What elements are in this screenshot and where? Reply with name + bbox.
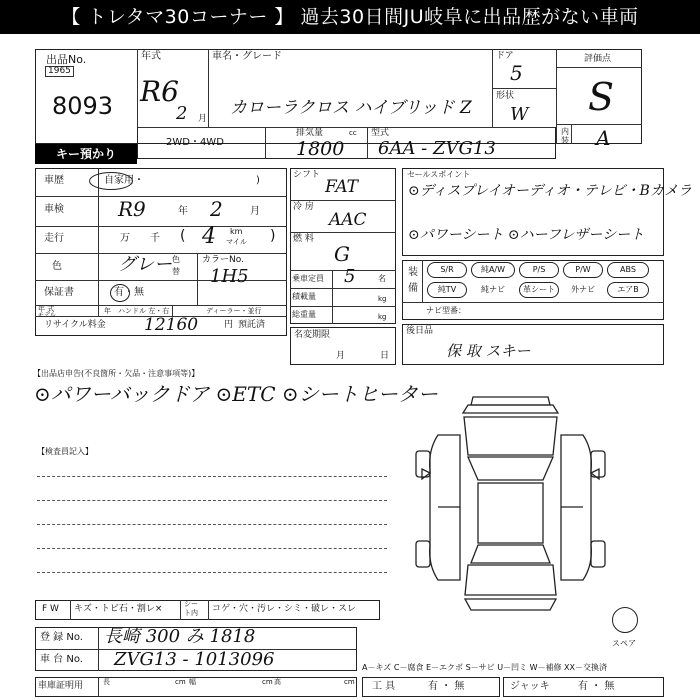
cert-length: 長 [103,678,110,686]
history-options: 自家用・ [104,175,144,186]
mileage-unit-10k: 万 [120,233,130,244]
spare-tire-circle [612,607,638,633]
equipment-label-1: 装 [408,267,418,278]
equip-airbag: エアB [607,282,649,298]
legend-seat-2: ト内 [184,609,198,617]
recycle-label: リサイクル料金 [44,320,106,330]
aircon-value: AAC [329,210,367,230]
lot-small-number: 1965 [45,66,74,77]
displacement-label: 排気量 [296,128,324,138]
chassis-value: ZVG13 - 1013096 [114,649,275,670]
history-close: ) [256,175,260,186]
registration-label: 登 録 No. [40,632,83,643]
listing-items-label: 【出品店申告(不良箇所・欠品・注意事項等)】 [33,369,200,378]
legend-fw: F W [42,604,59,614]
gross-label: 総重量 [292,310,316,319]
warranty-value: 有・無 [114,287,144,298]
tools-label: 工 具 [372,681,396,692]
model-value: カローラクロス ハイブリッド Z [230,98,472,118]
equip-power-window: P/W [563,262,603,278]
shift-label: シフト [293,170,321,180]
lot-number: 8093 [52,92,114,120]
equip-sunroof: S/R [427,262,467,278]
load-unit: kg [378,295,387,303]
extras-value: 保 取 スキー [446,342,531,360]
warranty-label: 保証書 [44,287,74,298]
shape-value: W [510,104,529,125]
cert-label: 車庫証明用 [38,681,84,691]
history-label: 車歴 [44,175,64,186]
interior-label-1: 内 [561,127,569,136]
spare-label: スペア [612,639,636,648]
shift-value: FAT [325,177,359,197]
inspection-label: 車検 [44,204,64,215]
equip-genuine-nav: 純ナビ [471,282,515,298]
cert-length-unit: cm [175,678,186,686]
recycle-value: 12160 [144,315,199,335]
doors-label: ドア [496,51,514,61]
year-type-handle: ハンドル 左・右 [118,307,170,315]
jack-label: ジャッキ [510,681,550,692]
displacement-value: 1800 [296,138,345,160]
year-label: 年式 [141,51,161,62]
legend-damage: コゲ・穴・汚レ・シミ・破レ・スレ [212,604,357,614]
recycle-note: 預託済 [238,320,266,330]
mileage-paren-open: ( [180,228,186,244]
garage-cert-frame [35,677,357,697]
year-type-dealer: ディーラー・並行 [206,307,262,315]
reg-change-label: 名変期限 [294,330,331,340]
equip-genuine-tv: 純TV [427,282,467,298]
history-circle-mark [89,172,133,190]
sales-point-label: セールスポイント [407,170,471,179]
interior-value: A [596,126,611,150]
capacity-unit: 名 [378,274,386,283]
score-value: S [588,75,615,119]
color-label: 色 [52,261,62,272]
model-code-label: 型式 [371,128,390,138]
legend-scratch: キズ・トビ石・割レ× [74,604,163,614]
capacity-label: 乗車定員 [292,274,324,283]
mileage-value: 4 [202,224,216,249]
sales-point-line1: ⊙ディスプレイオーディオ・テレビ・Bカメラ [408,183,692,199]
legend-codes: A－キズ C－腐食 E－エクボ S－サビ U－凹ミ W－補修 XX－交換済 [362,663,608,672]
color-change-2: 替 [172,267,180,276]
reg-change-day-unit: 日 [380,351,390,361]
reg-change-month-unit: 月 [336,351,346,361]
inspector-label: 【検査員記入】 [37,447,93,456]
year-type-year-unit: 年 [104,307,111,315]
sales-point-line2: ⊙パワーシート ⊙ハーフレザーシート [408,227,645,243]
year-type-label-2: モデル [38,312,56,319]
inspection-year-unit: 年 [178,206,188,217]
page-header: 【 トレタマ30コーナー 】 過去30日間JU岐阜に出品歴がない車両 [0,0,700,34]
gross-unit: kg [378,313,387,321]
fuel-value: G [334,242,350,266]
vehicle-damage-diagram [398,395,623,640]
fuel-label: 燃 料 [293,234,314,244]
equip-aftermarket-nav: 外ナビ [563,282,603,298]
mileage-paren-close: ) [270,228,276,244]
year-era-value: R6 [140,75,179,108]
displacement-unit: cc [349,129,357,137]
extras-box [402,324,664,365]
equipment-label-2: 備 [408,283,418,294]
recycle-unit: 円 [224,320,234,330]
equip-abs: ABS [607,262,649,278]
interior-label-2: 装 [561,136,569,145]
equip-genuine-aw: 純A/W [471,262,515,278]
chassis-label: 車 台 No. [40,654,83,665]
equip-power-steering: P/S [519,262,559,278]
capacity-value: 5 [344,266,356,287]
score-label: 評価点 [584,54,612,64]
registration-value: 長崎 300 み 1818 [104,626,256,647]
year-month-value: 2 [176,103,188,124]
cert-width-unit: cm [262,678,273,686]
inspection-month-value: 2 [210,197,223,221]
nav-model-label: ナビ型番： [426,306,466,315]
extras-label: 後日品 [406,326,434,336]
load-label: 積載量 [292,292,316,301]
lot-number-label: 出品No. [46,53,87,66]
legend-seat-1: シー [184,600,198,608]
cert-width: 幅 [189,678,196,686]
listing-items-value: ⊙パワーバックドア ⊙ETC ⊙シートヒーター [34,382,438,406]
mileage-unit-mile: マイル [226,238,247,246]
key-held-badge: キー預かり [35,144,137,164]
model-code-value: 6AA - ZVG13 [378,138,496,159]
inspection-era-value: R9 [118,197,146,221]
model-label: 車名・グレード [212,51,282,62]
mileage-label: 走行 [44,233,64,244]
cert-height-unit: cm [344,678,355,686]
year-month-unit: 月 [198,114,208,124]
year-type-label-1: 年 式 [38,305,55,313]
color-code-label: カラーNo. [202,255,244,265]
inspection-month-unit: 月 [250,206,260,217]
color-code-value: 1H5 [210,266,249,287]
mileage-unit-km: km [230,227,243,236]
warranty-circle-mark [110,284,130,302]
jack-value: 有 ・ 無 [578,681,615,692]
mileage-unit-1k: 千 [150,233,160,244]
aircon-label: 冷 房 [293,202,314,212]
equip-leather-seat: 革シート [519,282,559,298]
color-change-1: 色 [172,255,180,264]
cert-height: 高 [274,678,281,686]
drive-label: 2WD・4WD [166,137,224,148]
doors-value: 5 [510,61,523,85]
tools-value: 有 ・ 無 [428,681,465,692]
color-value: グレー [118,254,172,275]
shape-label: 形状 [496,91,515,101]
